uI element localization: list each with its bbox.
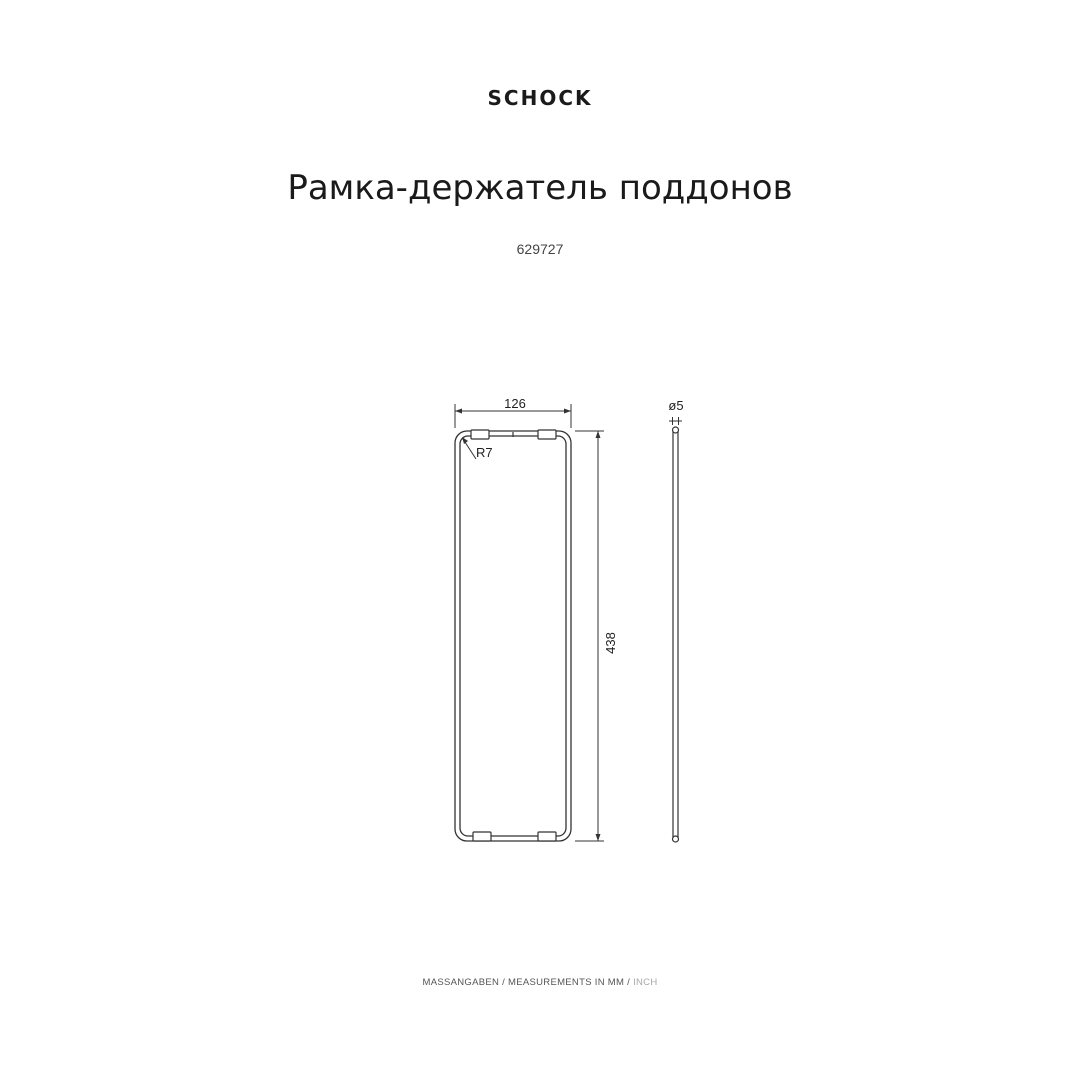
diameter-label: ø5 [668, 398, 684, 413]
width-arrow-right [564, 409, 571, 414]
radius-label: R7 [476, 445, 493, 460]
radius-arrow [462, 437, 468, 444]
height-arrow-bottom [596, 834, 601, 841]
top-clip-right [538, 430, 556, 439]
top-clip-left [471, 430, 489, 439]
frame-side-view [673, 427, 679, 842]
frame-outer-outline [455, 431, 571, 841]
diameter-dimension [669, 417, 682, 425]
frame-front-view [455, 431, 571, 841]
product-code: 629727 [516, 241, 564, 257]
footer-primary-text: MASSANGABEN / MEASUREMENTS IN MM / [422, 977, 631, 988]
height-label: 438 [603, 632, 618, 654]
frame-inner-outline [460, 436, 566, 836]
bottom-clip-left [473, 832, 491, 841]
width-arrow-left [455, 409, 462, 414]
footer-measurements-note [0, 977, 1080, 988]
radius-callout [462, 437, 476, 459]
side-rod-top-end [673, 427, 679, 433]
brand-logo: SCHOCK [487, 86, 593, 110]
footer-inch-text: INCH [633, 977, 658, 988]
height-dimension [575, 431, 604, 841]
page-title: Рамка-держатель поддонов [287, 168, 793, 208]
width-label: 126 [504, 396, 526, 411]
bottom-clip-right [538, 832, 556, 841]
side-rod-bottom-end [673, 836, 679, 842]
height-arrow-top [596, 431, 601, 438]
